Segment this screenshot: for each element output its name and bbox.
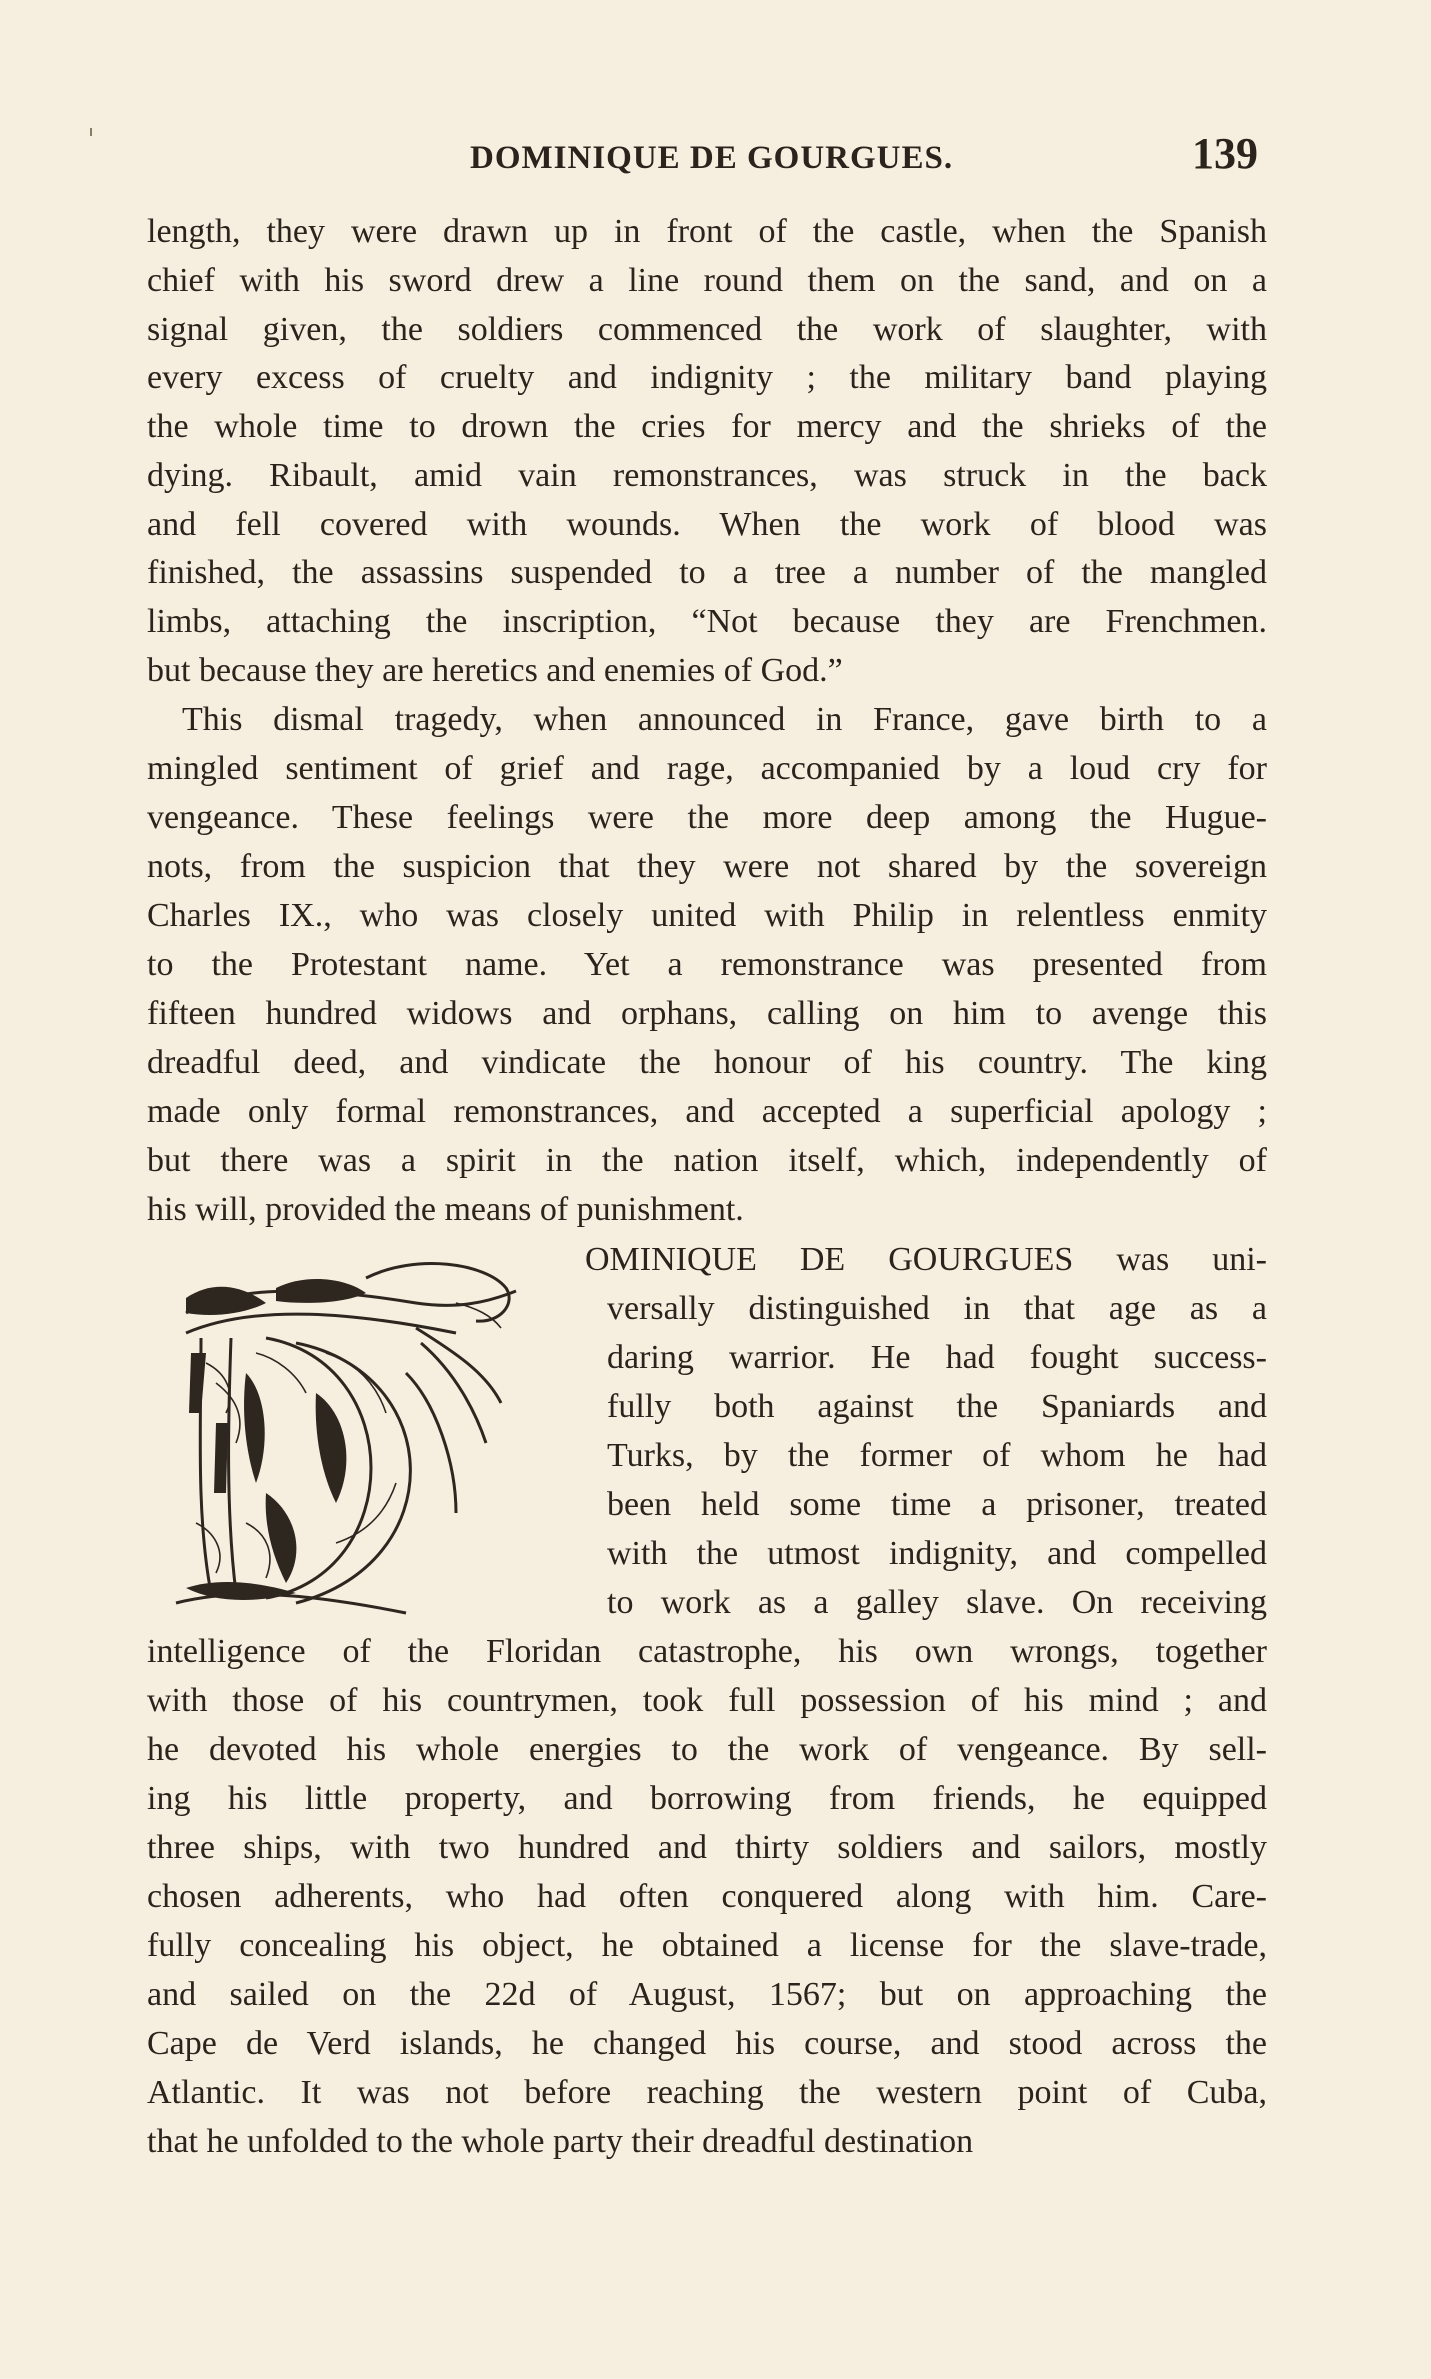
text-line: every excess of cruelty and indignity ; the military band playing [147,359,1267,396]
running-head: DOMINIQUE DE GOURGUES. [470,140,954,176]
text-line: chief with his sword drew a line round them on the sand, and on a [147,262,1267,299]
text-line: Turks, by the former of whom he had [607,1437,1267,1474]
text-line: but because they are heretics and enemies of God.” [147,652,843,689]
text-line: fully concealing his object, he obtained a license for the slave-trade, [147,1927,1267,1964]
text-line: length, they were drawn up in front of the castle, when the Spanish [147,213,1267,250]
text-line: that he unfolded to the whole party their dreadful destination [147,2123,974,2160]
text-line: but there was a spirit in the nation itself, which, independently of [147,1142,1267,1179]
text-line: This dismal tragedy, when announced in France, gave birth to a [182,701,1267,738]
text-line: to the Protestant name. Yet a remonstrance was presented from [147,946,1267,983]
text-line: nots, from the suspicion that they were not shared by the sovereign [147,848,1267,885]
text-line: Atlantic. It was not before reaching the western point of Cuba, [147,2074,1267,2111]
text-line: dying. Ribault, amid vain remonstrances, was struck in the back [147,457,1267,494]
text-line: fifteen hundred widows and orphans, calling on him to avenge this [147,995,1267,1032]
ornamental-letter-d-icon [156,1243,586,1623]
text-line: finished, the assassins suspended to a tree a number of the mangled [147,554,1267,591]
text-line: to work as a galley slave. On receiving [607,1584,1267,1621]
text-line: the whole time to drown the cries for mercy and the shrieks of the [147,408,1267,445]
text-line: limbs, attaching the inscription, “Not because they are Frenchmen. [147,603,1267,640]
text-line: intelligence of the Floridan catastrophe, his own wrongs, together [147,1633,1267,1670]
text-line: and fell covered with wounds. When the work of blood was [147,506,1267,543]
text-line: OMINIQUE DE GOURGUES was uni- [585,1241,1267,1278]
text-line: chosen adherents, who had often conquered along with him. Care- [147,1878,1267,1915]
text-line: his will, provided the means of punishment. [147,1191,744,1228]
text-line: with those of his countrymen, took full possession of his mind ; and [147,1682,1267,1719]
text-line: three ships, with two hundred and thirty soldiers and sailors, mostly [147,1829,1267,1866]
text-line: daring warrior. He had fought success- [607,1339,1267,1376]
text-line: signal given, the soldiers commenced the work of slaughter, with [147,311,1267,348]
text-line: Charles IX., who was closely united with Philip in relentless enmity [147,897,1267,934]
page-number: 139 [1192,129,1258,178]
text-line: versally distinguished in that age as a [607,1290,1267,1327]
text-line: dreadful deed, and vindicate the honour of his country. The king [147,1044,1267,1081]
text-line: he devoted his whole energies to the work of vengeance. By sell- [147,1731,1267,1768]
text-line: with the utmost indignity, and compelled [607,1535,1267,1572]
margin-mark [90,128,92,136]
text-line: ing his little property, and borrowing from friends, he equipped [147,1780,1267,1817]
text-line: mingled sentiment of grief and rage, accompanied by a loud cry for [147,750,1267,787]
decorative-initial-d [156,1243,586,1623]
text-line: Cape de Verd islands, he changed his course, and stood across the [147,2025,1267,2062]
text-line: been held some time a prisoner, treated [607,1486,1267,1523]
text-line: fully both against the Spaniards and [607,1388,1267,1425]
text-line: made only formal remonstrances, and accepted a superficial apology ; [147,1093,1267,1130]
text-line: and sailed on the 22d of August, 1567; but on approaching the [147,1976,1267,2013]
text-line: vengeance. These feelings were the more deep among the Hugue- [147,799,1267,836]
